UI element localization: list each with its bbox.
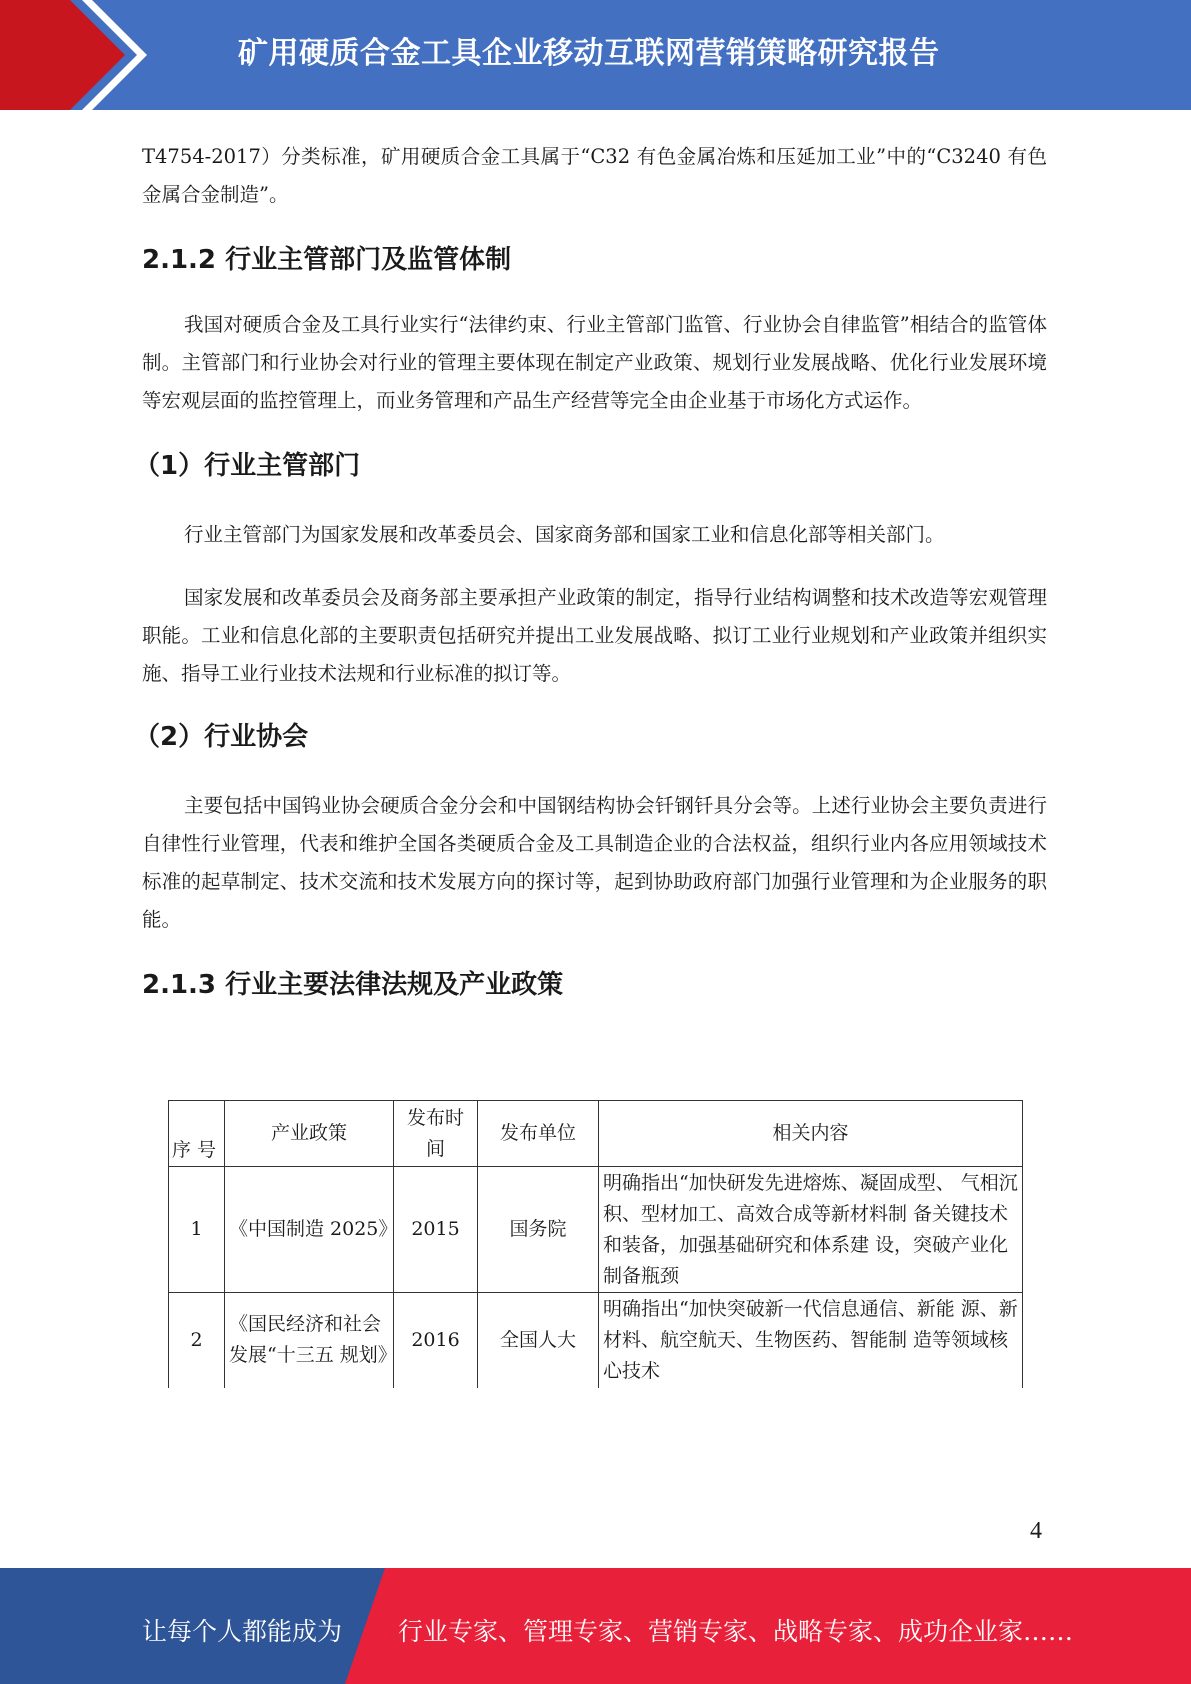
cell-index: 2 (169, 1293, 225, 1388)
cell-policy: 《中国制造 2025》 (225, 1167, 394, 1293)
footer-slogan-left: 让每个人都能成为 (142, 1617, 343, 1646)
cell-policy: 《国民经济和社会发展“十三五 规划》 (225, 1293, 394, 1388)
page-header (0, 0, 1191, 110)
report-title: 矿用硬质合金工具企业移动互联网营销策略研究报告 (238, 36, 940, 71)
section-heading-2-1-3: 2.1.3 行业主要法律法规及产业政策 (142, 970, 564, 1000)
table-row (169, 1167, 1023, 1293)
cell-time: 2015 (394, 1167, 478, 1293)
table-header-row (169, 1101, 1023, 1167)
page-footer (0, 1568, 1191, 1684)
header-index: 序 号 (169, 1101, 225, 1167)
header-content: 相关内容 (599, 1101, 1023, 1167)
header-arrow-graphic (0, 0, 160, 110)
paragraph-authority-duties: 国家发展和改革委员会及商务部主要承担产业政策的制定，指导行业结构调整和技术改造等宏观管理职能。工业和信息化部的主要职责包括研究并提出工业发展战略、拟订工业行业规划和产业政策并组织实施、指导工业行业技术法规和行业标准的拟订等。 (142, 586, 1047, 685)
footer-slogan-right: 行业专家、管理专家、营销专家、战略专家、成功企业家…… (398, 1617, 1074, 1646)
header-issuer: 发布单位 (478, 1101, 599, 1167)
cell-content: 明确指出“加快突破新一代信息通信、新能 源、新材料、航空航天、生物医药、智能制 造等领域核心技术 (599, 1293, 1023, 1388)
table-row (169, 1293, 1023, 1388)
cell-time: 2016 (394, 1293, 478, 1388)
page-content (134, 130, 1047, 1005)
paragraph-regulatory-system: 我国对硬质合金及工具行业实行“法律约束、行业主管部门监管、行业协会自律监管”相结合的监管体制。主管部门和行业协会对行业的管理主要体现在制定产业政策、规划行业发展战略、优化行业发展环境等宏观层面的监控管理上，而业务管理和产品生产经营等完全由企业基于市场化方式运作。 (142, 313, 1047, 412)
section-heading-2-1-2: 2.1.2 行业主管部门及监管体制 (142, 245, 512, 275)
paragraph-authorities: 行业主管部门为国家发展和改革委员会、国家商务部和国家工业和信息化部等相关部门。 (184, 523, 945, 546)
subheading-associations: （2）行业协会 (134, 722, 309, 752)
paragraph-associations: 主要包括中国钨业协会硬质合金分会和中国钢结构协会钎钢钎具分会等。上述行业协会主要负责进行自律性行业管理，代表和维护全国各类硬质合金及工具制造企业的合法权益，组织行业内各应用领域技术标准的起草制定、技术交流和技术发展方向的探讨等，起到协助政府部门加强行业管理和为企业服务的职能。 (142, 794, 1047, 931)
cell-index: 1 (169, 1167, 225, 1293)
cell-content: 明确指出“加快研发先进熔炼、凝固成型、 气相沉积、型材加工、高效合成等新材料制 备关键技术和装备，加强基础研究和体系建 设，突破产业化制备瓶颈 (599, 1167, 1023, 1293)
policy-table (168, 1100, 1023, 1388)
cell-issuer: 国务院 (478, 1167, 599, 1293)
page-number: 4 (1030, 1518, 1042, 1544)
paragraph-intro: T4754-2017）分类标准，矿用硬质合金工具属于“C32 有色金属冶炼和压延加工业”中的“C3240 有色金属合金制造”。 (142, 145, 1047, 206)
cell-issuer: 全国人大 (478, 1293, 599, 1388)
header-time: 发布时间 (394, 1101, 478, 1167)
header-policy: 产业政策 (225, 1101, 394, 1167)
subheading-authorities: （1）行业主管部门 (134, 451, 361, 481)
